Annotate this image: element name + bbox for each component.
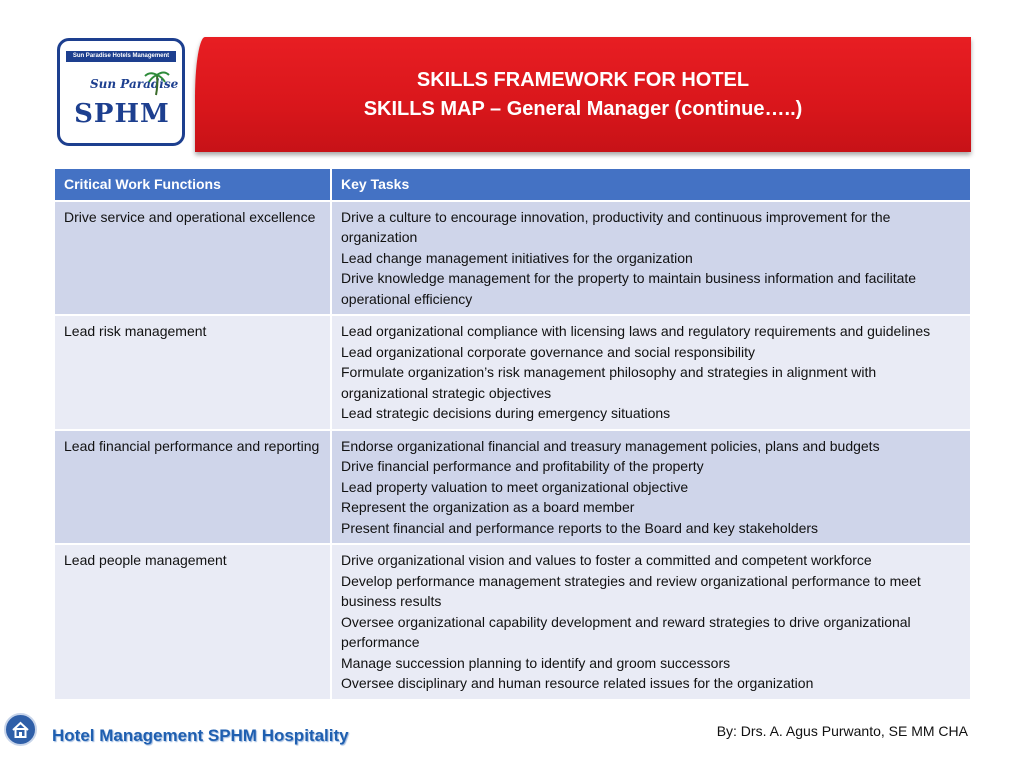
logo-acronym: SPHM xyxy=(74,99,170,129)
home-icon[interactable] xyxy=(4,713,37,746)
table-row xyxy=(54,201,971,316)
key-task-item: Lead change management initiatives for the organization xyxy=(341,249,693,266)
key-task-item: Formulate organization’s risk management philosophy and strategies in alignment with organizational strategic objectives xyxy=(341,364,877,401)
logo-top-text: Sun Paradise Hotels Management xyxy=(66,51,176,62)
key-tasks-cell xyxy=(331,544,971,700)
key-task-item: Oversee disciplinary and human resource related issues for the organization xyxy=(341,675,814,691)
key-task-item: Drive knowledge management for the property to maintain business information and facilitate operational efficiency xyxy=(341,270,917,307)
key-task-item: Manage succession planning to identify and groom successors xyxy=(341,654,731,671)
title-line-2: SKILLS MAP – General Manager (continue…..) xyxy=(363,98,803,120)
table-row xyxy=(54,430,971,545)
footer-author: By: Drs. A. Agus Purwanto, SE MM CHA xyxy=(716,723,968,739)
key-task-item: Lead organizational compliance with licensing laws and regulatory requirements and guidelines xyxy=(341,323,931,339)
key-tasks-cell xyxy=(331,315,971,430)
table-body xyxy=(54,201,971,700)
key-task-item: Develop performance management strategies and review organizational performance to meet business results xyxy=(341,572,921,609)
key-task-item: Lead organizational corporate governance and social responsibility xyxy=(341,343,756,360)
house-glyph-icon xyxy=(6,715,35,744)
key-task-item: Drive financial performance and profitability of the property xyxy=(341,458,704,474)
critical-work-function-cell: Drive service and operational excellence xyxy=(54,201,331,316)
page-title xyxy=(195,66,971,124)
table-header-row xyxy=(54,168,971,201)
key-task-item: Oversee organizational capability development and reward strategies to drive organizational performance xyxy=(341,613,911,650)
column-header-tasks: Key Tasks xyxy=(331,168,971,201)
key-task-item: Drive organizational vision and values to foster a committed and competent workforce xyxy=(341,552,872,568)
key-task-item: Lead strategic decisions during emergency situations xyxy=(341,405,671,421)
table-row xyxy=(54,315,971,430)
key-task-item: Represent the organization as a board member xyxy=(341,499,635,515)
title-line-1: SKILLS FRAMEWORK FOR HOTEL xyxy=(416,69,750,91)
sphm-logo xyxy=(57,38,185,146)
critical-work-function-cell: Lead risk management xyxy=(54,315,331,430)
key-task-item: Present financial and performance reports to the Board and key stakeholders xyxy=(341,519,819,536)
table-row xyxy=(54,544,971,700)
column-header-functions: Critical Work Functions xyxy=(54,168,331,201)
footer-company-name: Hotel Management SPHM Hospitality xyxy=(52,726,349,745)
critical-work-function-cell: Lead people management xyxy=(54,544,331,700)
palm-tree-icon xyxy=(142,67,172,97)
logo-subtitle: Sun Paradise xyxy=(90,77,179,91)
skills-map-table xyxy=(53,167,972,701)
key-task-item: Drive a culture to encourage innovation, productivity and continuous improvement for the organization xyxy=(341,208,891,245)
critical-work-function-cell: Lead financial performance and reporting xyxy=(54,430,331,545)
key-task-item: Endorse organizational financial and treasury management policies, plans and budgets xyxy=(341,437,880,454)
key-tasks-cell xyxy=(331,430,971,545)
key-task-item: Lead property valuation to meet organizational objective xyxy=(341,478,689,495)
key-tasks-cell xyxy=(331,201,971,316)
